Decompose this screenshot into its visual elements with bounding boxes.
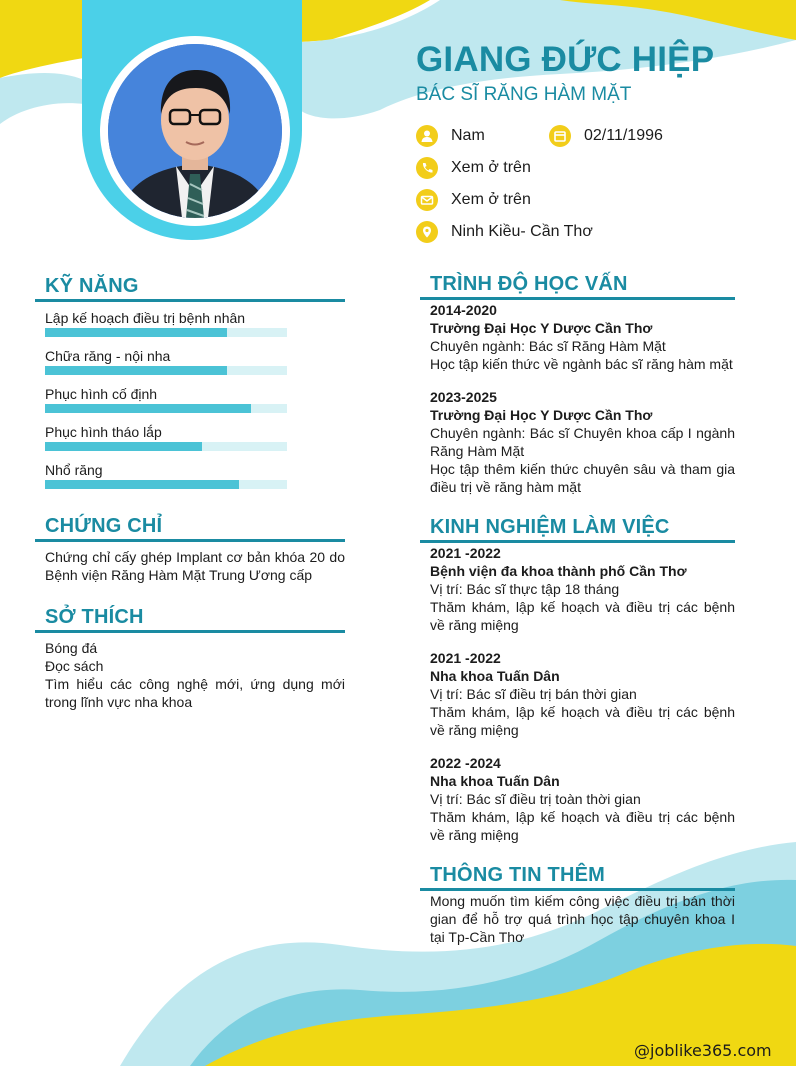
email-value: Xem ở trên xyxy=(451,191,531,208)
skill-bar-fill xyxy=(45,442,202,451)
contact-email xyxy=(416,189,531,211)
skill-bar-track xyxy=(45,480,287,489)
address-value: Ninh Kiều- Cần Thơ xyxy=(451,223,593,240)
portrait-illustration xyxy=(108,44,282,218)
contact-birthdate xyxy=(549,125,663,147)
experience-period: 2021 -2022 xyxy=(430,650,501,666)
profile-photo xyxy=(108,44,282,218)
skills-divider xyxy=(35,299,345,302)
candidate-name: GIANG ĐỨC HIỆP xyxy=(416,40,715,79)
education-major: Chuyên ngành: Bác sĩ Chuyên khoa cấp I ngành Răng Hàm Mặt xyxy=(430,425,735,459)
experience-description: Thăm khám, lập kế hoạch và điều trị các bệnh về răng miệng xyxy=(430,704,735,738)
education-entry xyxy=(430,301,735,373)
experience-period: 2021 -2022 xyxy=(430,545,501,561)
education-entry xyxy=(430,388,735,496)
education-description: Học tập thêm kiến thức chuyên sâu và tham gia điều trị về răng hàm mặt xyxy=(430,461,735,495)
certificates-heading: CHỨNG CHỈ xyxy=(45,515,163,537)
experience-company: Bệnh viện đa khoa thành phố Cần Thơ xyxy=(430,563,687,579)
education-school: Trường Đại Học Y Dược Cần Thơ xyxy=(430,320,653,336)
skill-label: Phục hình cố định xyxy=(45,386,158,402)
skill-label: Chữa răng - nội nha xyxy=(45,348,171,364)
gender-value: Nam xyxy=(451,127,485,144)
skill-bar-track xyxy=(45,442,287,451)
experience-position: Vị trí: Bác sĩ thực tập 18 tháng xyxy=(430,581,620,597)
experience-position: Vị trí: Bác sĩ điều trị toàn thời gian xyxy=(430,791,641,807)
experience-divider xyxy=(420,540,735,543)
skill-bar-fill xyxy=(45,480,239,489)
skill-bar-fill xyxy=(45,404,251,413)
experience-position: Vị trí: Bác sĩ điều trị bán thời gian xyxy=(430,686,637,702)
birthdate-value: 02/11/1996 xyxy=(584,127,663,144)
education-description: Học tập kiến thức về ngành bác sĩ răng hàm mặt xyxy=(430,356,733,372)
location-pin-icon xyxy=(416,221,438,243)
hobbies-list xyxy=(45,639,345,711)
skill-label: Phục hình tháo lắp xyxy=(45,424,162,440)
hobbies-divider xyxy=(35,630,345,633)
skill-label: Lập kế hoạch điều trị bệnh nhân xyxy=(45,310,246,326)
footer-watermark[interactable]: @joblike365.com xyxy=(634,1041,772,1060)
additional-heading: THÔNG TIN THÊM xyxy=(430,864,606,886)
hobby-item: Bóng đá xyxy=(45,640,98,656)
contact-phone xyxy=(416,157,531,179)
experience-company: Nha khoa Tuấn Dân xyxy=(430,668,560,684)
experience-heading: KINH NGHIỆM LÀM VIỆC xyxy=(430,516,670,538)
experience-entry xyxy=(430,649,735,739)
contact-address xyxy=(416,221,593,243)
skill-bar-fill xyxy=(45,366,227,375)
mail-icon xyxy=(416,189,438,211)
skill-item xyxy=(45,385,287,413)
education-divider xyxy=(420,297,735,300)
education-heading: TRÌNH ĐỘ HỌC VẤN xyxy=(430,273,628,295)
education-period: 2023-2025 xyxy=(430,389,497,405)
additional-divider xyxy=(420,888,735,891)
skill-item xyxy=(45,423,287,451)
job-title: BÁC SĨ RĂNG HÀM MẶT xyxy=(416,84,632,105)
calendar-icon xyxy=(549,125,571,147)
phone-value: Xem ở trên xyxy=(451,159,531,176)
skill-item xyxy=(45,347,287,375)
experience-description: Thăm khám, lập kế hoạch và điều trị các bệnh về răng miệng xyxy=(430,809,735,843)
skill-item xyxy=(45,309,287,337)
contact-gender xyxy=(416,125,485,147)
experience-company: Nha khoa Tuấn Dân xyxy=(430,773,560,789)
experience-period: 2022 -2024 xyxy=(430,755,501,771)
experience-entry xyxy=(430,544,735,634)
education-school: Trường Đại Học Y Dược Cần Thơ xyxy=(430,407,653,423)
skill-bar-track xyxy=(45,404,287,413)
experience-entry xyxy=(430,754,735,844)
experience-description: Thăm khám, lập kế hoạch và điều trị các bệnh về răng miệng xyxy=(430,599,735,633)
skill-item xyxy=(45,461,287,489)
certificates-divider xyxy=(35,539,345,542)
certificate-text: Chứng chỉ cấy ghép Implant cơ bản khóa 20 do Bệnh viện Răng Hàm Mặt Trung Ương cấp xyxy=(45,549,345,583)
additional-text: Mong muốn tìm kiếm công việc điều trị bán thời gian để hỗ trợ quá trình học tập chuyên khoa I tại Tp-Cần Thơ xyxy=(430,893,735,945)
education-period: 2014-2020 xyxy=(430,302,497,318)
skill-bar-track xyxy=(45,328,287,337)
skill-bar-fill xyxy=(45,328,227,337)
phone-icon xyxy=(416,157,438,179)
skills-heading: KỸ NĂNG xyxy=(45,275,139,297)
skill-bar-track xyxy=(45,366,287,375)
education-major: Chuyên ngành: Bác sĩ Răng Hàm Mặt xyxy=(430,338,666,354)
hobby-item: Đọc sách xyxy=(45,658,104,674)
hobby-item: Tìm hiểu các công nghệ mới, ứng dụng mới trong lĩnh vực nha khoa xyxy=(45,676,345,710)
hobbies-heading: SỞ THÍCH xyxy=(45,606,144,628)
user-icon xyxy=(416,125,438,147)
skill-label: Nhổ răng xyxy=(45,462,103,478)
